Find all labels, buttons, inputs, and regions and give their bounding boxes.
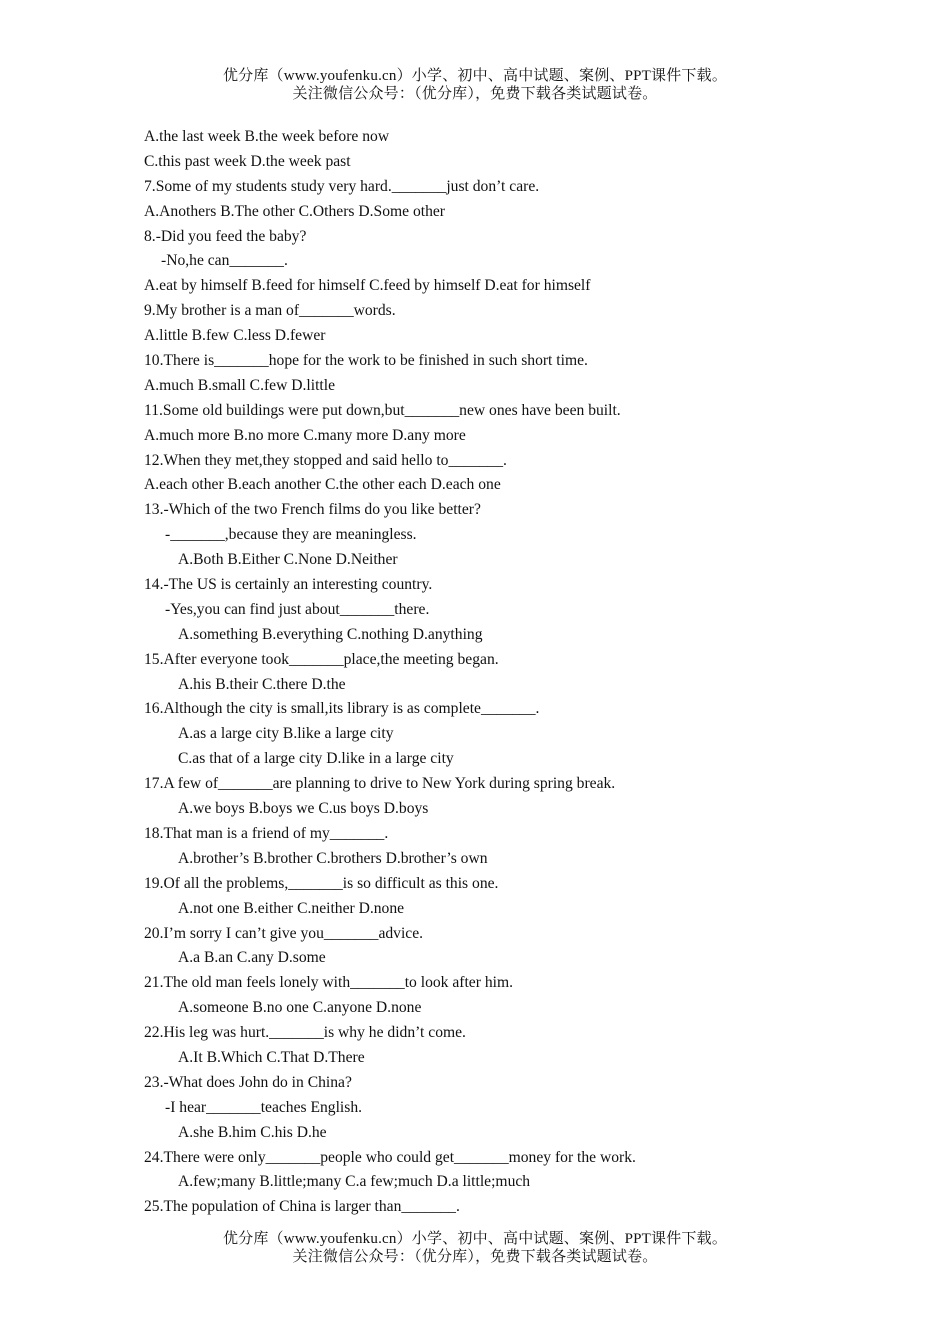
- question-line: 15.After everyone took_______place,the meeting began.: [144, 650, 499, 668]
- footer-line-1: 优分库（www.youfenku.cn）小学、初中、高中试题、案例、PPT课件下载。: [222, 1231, 728, 1247]
- footer-line-2: 关注微信公众号：（优分库），免费下载各类试题试卷。: [292, 1249, 658, 1265]
- question-line: 17.A few of_______are planning to drive to New York during spring break.: [144, 775, 616, 793]
- question-line: 21.The old man feels lonely with_______to look after him.: [144, 974, 513, 992]
- options-line: A.a B.an C.any D.some: [178, 949, 326, 967]
- options-line: A.much more B.no more C.many more D.any more: [144, 426, 466, 444]
- dialogue-line: -Yes,you can find just about_______there.: [165, 600, 430, 618]
- question-line: 11.Some old buildings were put down,but_______new ones have been built.: [144, 401, 621, 419]
- question-line: 12.When they met,they stopped and said hello to_______.: [144, 451, 507, 469]
- options-line: A.not one B.either C.neither D.none: [178, 899, 405, 917]
- question-line: 14.-The US is certainly an interesting country.: [144, 576, 433, 594]
- options-line: A.each other B.each another C.the other each D.each one: [144, 476, 501, 494]
- question-line: 23.-What does John do in China?: [144, 1073, 352, 1091]
- exam-content: [144, 125, 844, 1220]
- options-line: A.little B.few C.less D.fewer: [144, 327, 326, 345]
- header-line-2: 关注微信公众号：（优分库），免费下载各类试题试卷。: [292, 86, 658, 102]
- question-line: 19.Of all the problems,_______is so difficult as this one.: [144, 874, 499, 892]
- options-line: A.Both B.Either C.None D.Neither: [178, 551, 398, 569]
- question-line: 22.His leg was hurt._______is why he didn’t come.: [144, 1024, 466, 1042]
- question-line: 20.I’m sorry I can’t give you_______advice.: [144, 924, 424, 942]
- options-line: A.we boys B.boys we C.us boys D.boys: [178, 800, 429, 818]
- options-line: A.eat by himself B.feed for himself C.feed by himself D.eat for himself: [144, 277, 591, 295]
- dialogue-line: -No,he can_______.: [161, 252, 288, 270]
- header-line-1: 优分库（www.youfenku.cn）小学、初中、高中试题、案例、PPT课件下载。: [222, 68, 728, 84]
- options-line: A.his B.their C.there D.the: [178, 675, 346, 693]
- options-line: A.few;many B.little;many C.a few;much D.a little;much: [178, 1173, 531, 1191]
- options-line: A.the last week B.the week before now: [144, 128, 390, 145]
- options-line: A.It B.Which C.That D.There: [178, 1048, 365, 1066]
- question-line: 24.There were only_______people who could get_______money for the work.: [144, 1148, 636, 1166]
- options-line: A.something B.everything C.nothing D.anything: [178, 625, 483, 643]
- question-line: 13.-Which of the two French films do you like better?: [144, 501, 481, 519]
- options-line: A.she B.him C.his D.he: [178, 1123, 327, 1141]
- question-line: 9.My brother is a man of_______words.: [144, 302, 396, 320]
- question-line: 8.-Did you feed the baby?: [144, 227, 307, 245]
- page-header: [0, 67, 950, 103]
- options-line: A.as a large city B.like a large city: [178, 725, 394, 743]
- options-line: A.Anothers B.The other C.Others D.Some other: [144, 202, 445, 220]
- question-line: 18.That man is a friend of my_______.: [144, 824, 389, 842]
- question-line: 10.There is_______hope for the work to be finished in such short time.: [144, 352, 588, 370]
- dialogue-line: -I hear_______teaches English.: [165, 1098, 363, 1116]
- dialogue-line: -_______,because they are meaningless.: [165, 526, 417, 544]
- options-line: A.brother’s B.brother C.brothers D.brother’s own: [178, 849, 488, 867]
- options-line: A.someone B.no one C.anyone D.none: [178, 999, 422, 1017]
- options-line: C.as that of a large city D.like in a large city: [178, 750, 454, 768]
- question-line: 16.Although the city is small,its library is as complete_______.: [144, 700, 540, 718]
- options-line: C.this past week D.the week past: [144, 152, 351, 170]
- page-footer: [0, 1230, 950, 1266]
- question-line: 7.Some of my students study very hard._______just don’t care.: [144, 177, 540, 195]
- question-line: 25.The population of China is larger than_______.: [144, 1198, 460, 1216]
- options-line: A.much B.small C.few D.little: [144, 376, 336, 394]
